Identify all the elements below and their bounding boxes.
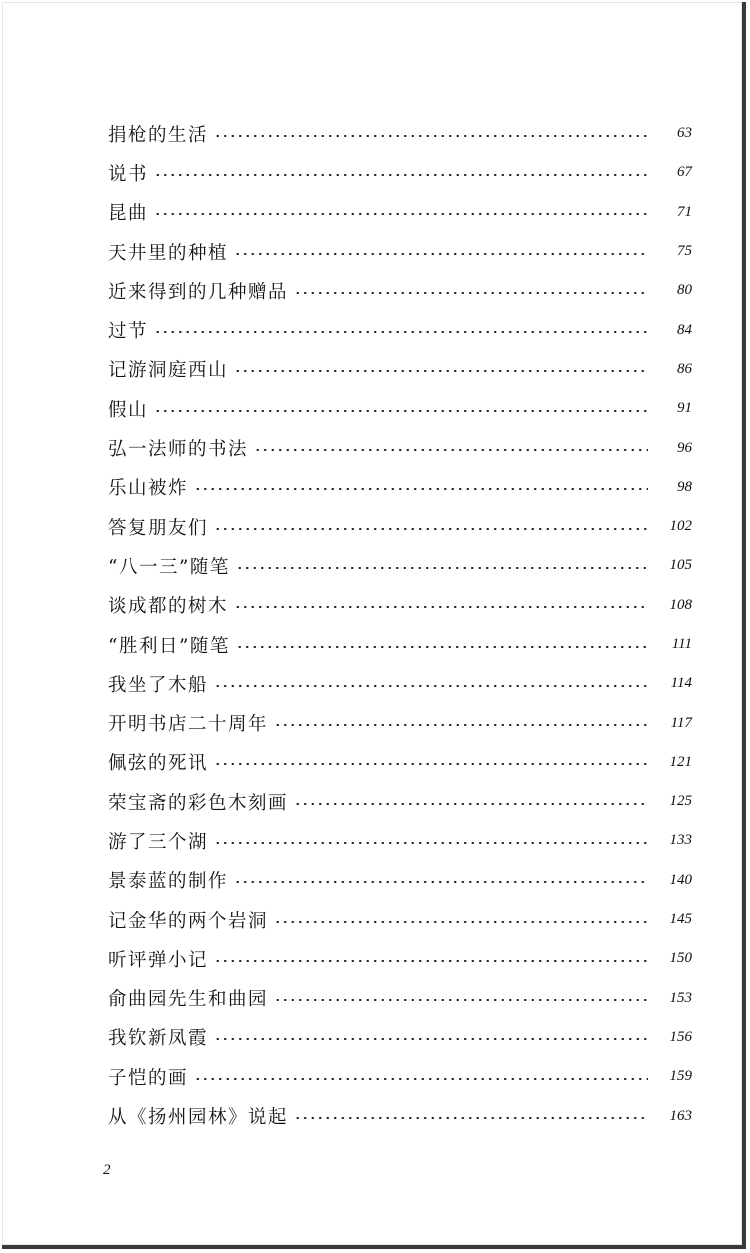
toc-entry	[108, 664, 692, 703]
toc-entry	[108, 586, 692, 625]
toc-entry-page: 117	[670, 714, 692, 731]
toc-entry-page: 102	[669, 518, 692, 535]
toc-entry-title: 记游洞庭西山	[108, 360, 229, 382]
dot-leader	[154, 213, 648, 215]
dot-leader	[274, 724, 648, 726]
dot-leader	[274, 921, 648, 923]
toc-entry-title: “八一三”随笔	[108, 556, 230, 578]
dot-leader	[254, 449, 648, 451]
toc-entry	[108, 861, 692, 900]
toc-entry-title: 子恺的画	[108, 1067, 189, 1089]
toc-entry-page: 75	[677, 243, 692, 260]
dot-leader	[154, 410, 648, 412]
toc-entry-title: 说书	[108, 163, 149, 185]
toc-entry	[108, 114, 692, 153]
toc-entry	[108, 271, 692, 310]
dot-leader	[194, 1078, 648, 1080]
toc-entry-title: 记金华的两个岩洞	[108, 910, 269, 932]
toc-entry-page: 86	[677, 360, 692, 377]
toc-entry-page: 67	[677, 164, 692, 181]
toc-entry	[108, 389, 692, 428]
dot-leader	[294, 1117, 648, 1119]
toc-entry-title: 假山	[108, 399, 149, 421]
toc-entry	[108, 1057, 692, 1096]
toc-entry-page: 63	[677, 125, 692, 142]
dot-leader	[234, 253, 648, 255]
table-of-contents	[108, 114, 692, 1136]
dot-leader	[214, 960, 648, 962]
toc-entry-page: 159	[669, 1068, 692, 1085]
toc-entry-title: 近来得到的几种赠品	[108, 281, 289, 303]
dot-leader	[214, 135, 648, 137]
toc-entry	[108, 821, 692, 860]
toc-entry-page: 71	[677, 203, 692, 220]
toc-entry-title: 乐山被炸	[108, 478, 189, 500]
toc-entry-page: 111	[671, 636, 692, 652]
dot-leader	[214, 1038, 648, 1040]
toc-entry-page: 140	[669, 871, 692, 888]
toc-entry	[108, 1018, 692, 1057]
toc-entry-title: 开明书店二十周年	[108, 714, 269, 736]
toc-entry-page: 91	[677, 400, 692, 417]
toc-entry	[108, 625, 692, 664]
toc-entry-page: 163	[669, 1107, 692, 1124]
toc-entry	[108, 703, 692, 742]
toc-entry-title: 景泰蓝的制作	[108, 871, 229, 893]
toc-entry-title: 我坐了木船	[108, 674, 209, 696]
toc-entry-page: 98	[677, 478, 692, 495]
dot-leader	[214, 763, 648, 765]
dot-leader	[234, 606, 648, 608]
toc-entry-page: 121	[669, 753, 692, 770]
toc-entry	[108, 428, 692, 467]
toc-entry-title: 荣宝斋的彩色木刻画	[108, 792, 289, 814]
dot-leader	[274, 999, 648, 1001]
dot-leader	[234, 370, 648, 372]
dot-leader	[154, 331, 648, 333]
toc-entry	[108, 310, 692, 349]
toc-entry-page: 150	[669, 950, 692, 967]
page-number: 2	[103, 1162, 111, 1178]
toc-entry-page: 156	[669, 1028, 692, 1045]
toc-entry-page: 114	[670, 675, 692, 692]
toc-entry-title: 从《扬州园林》说起	[108, 1107, 289, 1129]
toc-entry-title: 游了三个湖	[108, 831, 209, 853]
toc-entry	[108, 900, 692, 939]
toc-entry-title: 天井里的种植	[108, 242, 229, 264]
book-page	[2, 2, 746, 1249]
toc-entry-title: 捐枪的生活	[108, 124, 209, 146]
toc-entry	[108, 350, 692, 389]
toc-entry-title: 俞曲园先生和曲园	[108, 989, 269, 1011]
toc-entry-page: 96	[677, 439, 692, 456]
dot-leader	[214, 685, 648, 687]
toc-entry-title: 佩弦的死讯	[108, 753, 209, 775]
toc-entry-title: 谈成都的树木	[108, 596, 229, 618]
dot-leader	[154, 174, 648, 176]
toc-entry-page: 108	[669, 596, 692, 613]
toc-entry-title: 昆曲	[108, 203, 149, 225]
toc-entry-title: 我钦新凤霞	[108, 1028, 209, 1050]
dot-leader	[234, 881, 648, 883]
toc-entry-page: 153	[669, 989, 692, 1006]
dot-leader	[236, 646, 648, 648]
toc-entry-page: 145	[669, 911, 692, 928]
toc-entry-page: 80	[677, 282, 692, 299]
toc-entry	[108, 1096, 692, 1135]
toc-entry	[108, 782, 692, 821]
dot-leader	[194, 488, 648, 490]
toc-entry-page: 105	[669, 557, 692, 574]
toc-entry-page: 125	[669, 793, 692, 810]
toc-entry	[108, 743, 692, 782]
toc-entry-title: 听评弹小记	[108, 949, 209, 971]
toc-entry	[108, 979, 692, 1018]
toc-entry	[108, 507, 692, 546]
toc-entry-title: “胜利日”随笔	[108, 635, 230, 657]
toc-entry-page: 84	[677, 321, 692, 338]
dot-leader	[214, 528, 648, 530]
dot-leader	[294, 292, 648, 294]
toc-entry	[108, 153, 692, 192]
dot-leader	[214, 842, 648, 844]
toc-entry-title: 答复朋友们	[108, 517, 209, 539]
toc-entry-page: 133	[669, 832, 692, 849]
dot-leader	[236, 567, 648, 569]
toc-entry	[108, 546, 692, 585]
toc-entry	[108, 232, 692, 271]
toc-entry	[108, 193, 692, 232]
dot-leader	[294, 803, 648, 805]
toc-entry	[108, 468, 692, 507]
toc-entry	[108, 939, 692, 978]
toc-entry-title: 过节	[108, 321, 149, 343]
toc-entry-title: 弘一法师的书法	[108, 439, 249, 461]
